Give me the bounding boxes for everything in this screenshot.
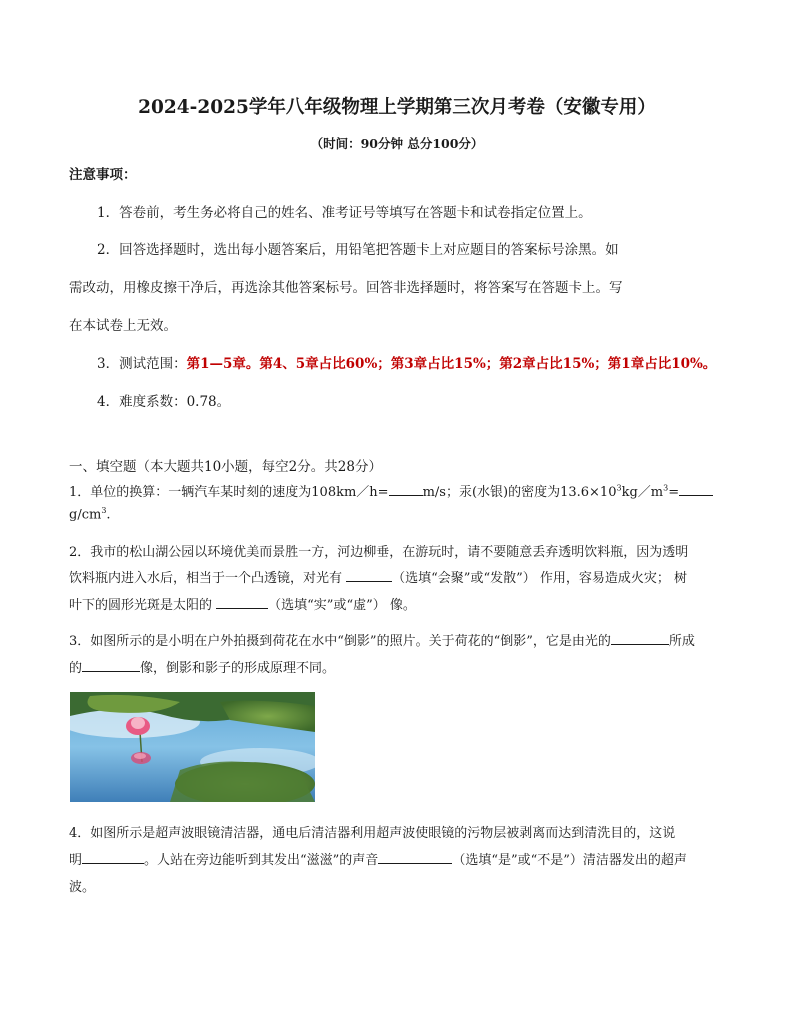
question-3-line-2 bbox=[69, 657, 335, 676]
q1-text-c: kg／m bbox=[621, 485, 664, 500]
answer-blank bbox=[389, 483, 423, 496]
notice-item-2-line-2: 需改动，用橡皮擦干净后，再选涂其他答案标号。回答非选择题时，将答案写在答题卡上。写 bbox=[69, 280, 623, 296]
notice-item-4: 4．难度系数：0.78。 bbox=[97, 394, 231, 410]
question-2-line-2 bbox=[69, 567, 687, 586]
notice-item-3-prefix: 3．测试范围： bbox=[97, 356, 187, 372]
answer-blank bbox=[378, 851, 452, 864]
q4-text-a: 明 bbox=[69, 853, 83, 868]
q1-text-e: g/cm bbox=[69, 507, 102, 523]
q1-sup-3: 3 bbox=[101, 506, 107, 515]
q1-text-a: 1．单位的换算：一辆汽车某时刻的速度为108km／h= bbox=[69, 485, 389, 500]
lotus-reflection-photo bbox=[70, 692, 315, 802]
q1-text-f: . bbox=[106, 507, 111, 523]
q2-text-c: 叶下的圆形光斑是太阳的 bbox=[69, 598, 213, 613]
q4-text-c: （选填“是”或“不是”）清洁器发出的超声 bbox=[452, 853, 687, 868]
q4-text-b: 。人站在旁边能听到其发出“滋滋”的声音 bbox=[144, 853, 379, 868]
question-4-line-1: 4．如图所示是超声波眼镜清洁器，通电后清洁器利用超声波使眼镜的污物层被剥离而达到清洗目的，这说 bbox=[69, 826, 676, 841]
answer-blank bbox=[216, 596, 268, 609]
question-4-line-3: 波。 bbox=[69, 880, 96, 895]
q3-text-d: 像，倒影和影子的形成原理不同。 bbox=[140, 661, 336, 676]
notice-item-2-line-1: 2．回答选择题时，选出每小题答案后，用铅笔把答题卡上对应题目的答案标号涂黑。如 bbox=[97, 242, 619, 258]
answer-blank bbox=[346, 569, 392, 582]
q1-sup: 3 bbox=[616, 483, 622, 493]
answer-blank bbox=[611, 632, 669, 645]
notice-item-1: 1．答卷前，考生务必将自己的姓名、准考证号等填写在答题卡和试卷指定位置上。 bbox=[97, 205, 592, 221]
question-1-line-2 bbox=[69, 506, 111, 522]
question-3-line-1 bbox=[69, 630, 695, 649]
q2-text-a: 饮料瓶内进入水后，相当于一个凸透镜，对光有 bbox=[69, 571, 343, 586]
page-title: 2024-2025学年八年级物理上学期第三次月考卷（安徽专用） bbox=[138, 97, 656, 118]
q3-text-c: 的 bbox=[69, 661, 83, 676]
q3-text-b: 所成 bbox=[668, 634, 695, 649]
q2-text-d: （选填“实”或“虚”） 像。 bbox=[268, 598, 416, 613]
question-2-line-1: 2．我市的松山湖公园以环境优美而景胜一方，河边柳垂，在游玩时，请不要随意丢弃透明饮料瓶，因为透明 bbox=[69, 545, 689, 560]
lotus-photo-image bbox=[70, 692, 315, 802]
q1-text-b: m/s；汞(水银)的密度为13.6×10 bbox=[422, 485, 617, 500]
q1-sup-2: 3 bbox=[663, 483, 669, 493]
notice-item-2-line-3: 在本试卷上无效。 bbox=[69, 318, 177, 334]
section-heading: 一、填空题（本大题共10小题，每空2分。共28分） bbox=[69, 459, 382, 475]
question-2-line-3 bbox=[69, 594, 416, 613]
q3-text-a: 3．如图所示的是小明在户外拍摄到荷花在水中“倒影”的照片。关于荷花的“倒影”，它是由光的 bbox=[69, 634, 611, 649]
question-4-line-2 bbox=[69, 849, 687, 868]
test-scope: 第1—5章。第4、5章占比60%；第3章占比15%；第2章占比15%；第1章占比10%。 bbox=[186, 356, 717, 372]
notice-heading: 注意事项： bbox=[69, 167, 137, 183]
notice-item-3 bbox=[97, 352, 716, 372]
q1-text-d: = bbox=[668, 485, 680, 500]
answer-blank bbox=[82, 659, 140, 672]
answer-blank bbox=[679, 483, 713, 496]
q2-text-b: （选填“会聚”或“发散”） 作用，容易造成火灾； 树 bbox=[392, 571, 688, 586]
exam-time-info: （时间：90分钟 总分100分） bbox=[310, 136, 484, 151]
answer-blank bbox=[82, 851, 144, 864]
question-1-line-1 bbox=[69, 481, 713, 500]
